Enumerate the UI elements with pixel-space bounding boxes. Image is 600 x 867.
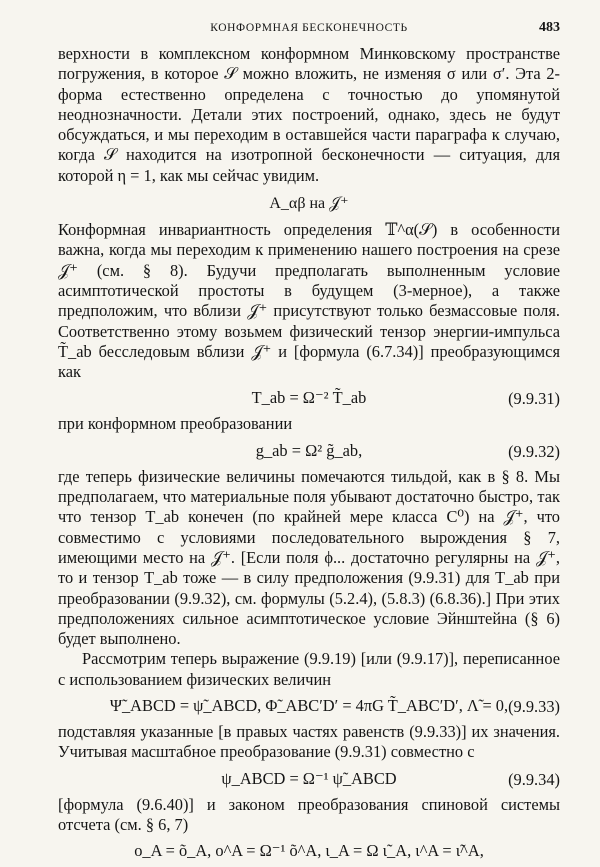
equation-formula: g_ab = Ω² g̃_ab, — [255, 440, 363, 460]
running-title: КОНФОРМНАЯ БЕСКОНЕЧНОСТЬ — [210, 22, 408, 34]
equation-number: (9.9.31) — [508, 389, 560, 409]
section-heading: A_αβ на 𝒥⁺ — [269, 195, 349, 213]
paragraph-2: Конформная инвариантность определения 𝕋^α(𝒮) в особенности важна, когда мы переходим к применению нашего построения на срезе 𝒥⁺ (см. § 8). Будучи предполагать выполненным условие асимптотической простоты в будущем (3-мерное), а также предположим, что вблизи 𝒥⁺ присутствуют только безмассовые поля. Соответственно этому возьмем физический тензор энергии-импульса T̃_ab бесследовым вблизи 𝒥⁺ и [формула (6.7.34)] преобразующимся как — [58, 220, 560, 382]
equation-formula: ψ_ABCD = Ω⁻¹ ψ̃_ABCD — [221, 768, 397, 788]
paragraph-3: при конформном преобразовании — [58, 414, 293, 434]
equation-formula: Ψ̃_ABCD = ψ̃_ABCD, Φ̃_ABC′D′ = 4πG T̃_ABC′D′, Λ̃ = 0, — [109, 696, 509, 716]
page-body — [58, 44, 560, 867]
paragraph-4: где теперь физические величины помечаются тильдой, как в § 8. Мы предполагаем, что материальные поля убывают достаточно быстро, так что тензор T_ab конечен (по крайней мере класса C⁰) на 𝒥⁺, что совместимо с условиями последовательного вырождения § 7, имеющими место на 𝒥⁺. [Если поля ϕ... достаточно регулярны на 𝒥⁺, то и тензор T_ab тоже — в силу предположения (9.9.31) для T_ab при преобразовании (9.9.32), см. формулы (5.2.4), (5.8.3) (6.8.36).] При этих предположениях сильное асимптотическое условие Эйнштейна (§ 6) будет выполнено. — [58, 466, 560, 649]
equation-9-9-32 — [58, 435, 560, 467]
paragraph-1: верхности в комплексном конформном Минковскому пространстве погружения, в которое 𝒮 можно вложить, не изменяя σ или σ′. Эта 2-форма естественно определена с точностью до упомянутой неоднозначности. Детали этих построений, однако, здесь не будут обсуждаться, и мы переходим в оставшейся части параграфа к случаю, когда 𝒮 находится на изотропной бесконечности — ситуация, для которой η = 1, как мы сейчас увидим. — [58, 44, 560, 185]
equation-formula: T_ab = Ω⁻² T̃_ab — [251, 388, 367, 408]
equation-number: (9.9.33) — [508, 697, 560, 717]
page-number: 483 — [539, 20, 560, 35]
paragraph-7: [формула (9.6.40)] и законом преобразования спиновой системы отсчета (см. § 6, 7) — [58, 794, 560, 834]
paragraph-6: подставляя указанные [в правых частях равенств (9.9.33)] их значения. Учитывая масштабное преобразование (9.9.31) совместно с — [58, 722, 560, 762]
equation-9-9-34 — [58, 763, 560, 795]
paragraph-5: Рассмотрим теперь выражение (9.9.19) [или (9.9.17)], переписанное с использованием физических величин — [58, 649, 560, 689]
equation-spin-frame — [58, 835, 560, 867]
equation-formula: o_A = õ_A, o^A = Ω⁻¹ õ^A, ι_A = Ω ι̃_A, ι^A = ι̃^A, — [134, 841, 484, 861]
equation-number: (9.9.32) — [508, 441, 560, 461]
equation-9-9-33 — [58, 690, 560, 722]
page-header — [58, 20, 560, 40]
equation-9-9-31 — [58, 382, 560, 414]
equation-number: (9.9.34) — [508, 769, 560, 789]
